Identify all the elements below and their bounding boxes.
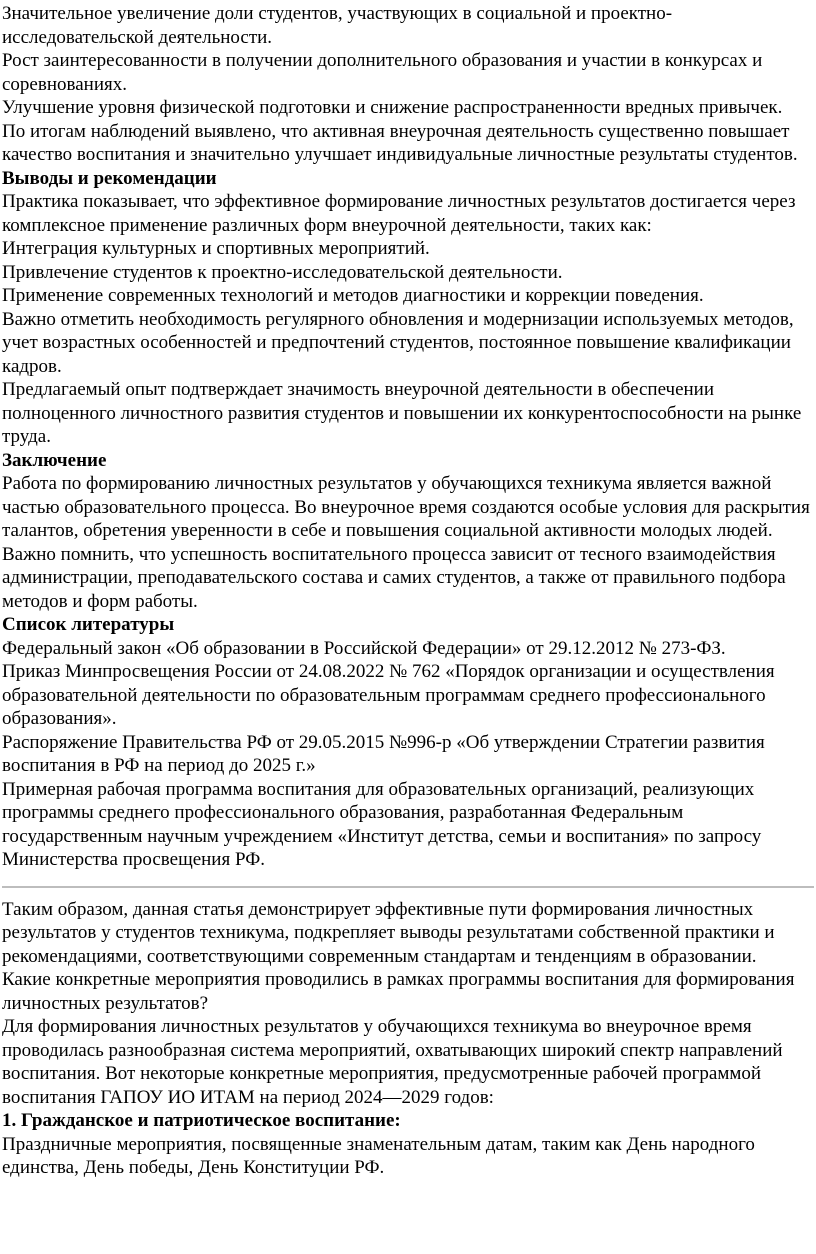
paragraph: Для формирования личностных результатов у обучающихся техникума во внеурочное время проводилась разнообразная система мероприятий, охватывающих широкий спектр направлений воспитания. Вот некоторые конкретные мероприятия, предусмотренные рабочей программой воспитания ГАПОУ ИО ИТАМ на период 2024—2029 годов: (2, 1016, 783, 1108)
paragraph: По итогам наблюдений выявлено, что активная внеурочная деятельность существенно повышает качество воспитания и значительно улучшает индивидуальные личностные результаты студентов. (2, 120, 798, 165)
question-paragraph: Какие конкретные мероприятия проводились в рамках программы воспитания для формирования личностных результатов? (2, 969, 795, 1014)
paragraph: Улучшение уровня физической подготовки и снижение распространенности вредных привычек. (2, 97, 783, 118)
paragraph: Применение современных технологий и методов диагностики и коррекции поведения. (2, 285, 704, 306)
subheading-civic-education: 1. Гражданское и патриотическое воспитание: (2, 1110, 401, 1131)
paragraph: Значительное увеличение доли студентов, участвующих в социальной и проектно-исследовательской деятельности. (2, 3, 673, 48)
paragraph: Рост заинтересованности в получении дополнительного образования и участии в конкурсах и соревнованиях. (2, 50, 763, 95)
paragraph: Работа по формированию личностных результатов у обучающихся техникума является важной частью образовательного процесса. Во внеурочное время создаются особые условия для раскрытия талантов, обретения уверенности в себе и повышения социальной активности молодых людей. Важно помнить, что успешность воспитательного процесса зависит от тесного взаимодействия администрации, преподавательского состава и самих студентов, а также от правильного подбора методов и форм работы. (2, 473, 810, 612)
paragraph: Праздничные мероприятия, посвященные знаменательным датам, таким как День народного единства, День победы, День Конституции РФ. (2, 1133, 755, 1178)
reference-item: Приказ Минпросвещения России от 24.08.2022 № 762 «Порядок организации и осуществления образовательной деятельности по образовательным программам среднего профессионального образования». (2, 661, 775, 729)
reference-item: Федеральный закон «Об образовании в Российской Федерации» от 29.12.2012 № 273-ФЗ. (2, 637, 726, 659)
reference-item: Примерная рабочая программа воспитания для образовательных организаций, реализующих программы среднего профессионального образования, разработанная Федеральным государственным научным учреждением «Институт детства, семьи и воспитания» по запросу Министерства просвещения РФ. (2, 778, 762, 870)
paragraph: Важно отметить необходимость регулярного обновления и модернизации используемых методов, учет возрастных особенностей и предпочтений студентов, постоянное повышение квалификации кадров. (2, 308, 794, 377)
section-heading-summary: Заключение (2, 449, 107, 471)
reference-item: Распоряжение Правительства РФ от 29.05.2015 №996-р «Об утверждении Стратегии развития воспитания в РФ на период до 2025 г.» (2, 731, 765, 776)
paragraph: Интеграция культурных и спортивных мероприятий. (2, 238, 430, 259)
paragraph: Таким образом, данная статья демонстрирует эффективные пути формирования личностных результатов у студентов техникума, подкрепляет выводы результатами собственной практики и рекомендациями, соответствующими современным стандартам и тенденциям в образовании. (2, 898, 775, 967)
paragraph: Привлечение студентов к проектно-исследовательской деятельности. (2, 261, 563, 283)
section-heading-conclusions: Выводы и рекомендации (2, 167, 217, 189)
paragraph: Предлагаемый опыт подтверждает значимость внеурочной деятельности в обеспечении полноценного личностного развития студентов и повышении их конкурентоспособности на рынке труда. (2, 379, 802, 447)
paragraph: Практика показывает, что эффективное формирование личностных результатов достигается через комплексное применение различных форм внеурочной деятельности, таких как: (2, 191, 796, 236)
section-heading-references: Список литературы (2, 614, 175, 635)
section-divider (2, 886, 814, 888)
